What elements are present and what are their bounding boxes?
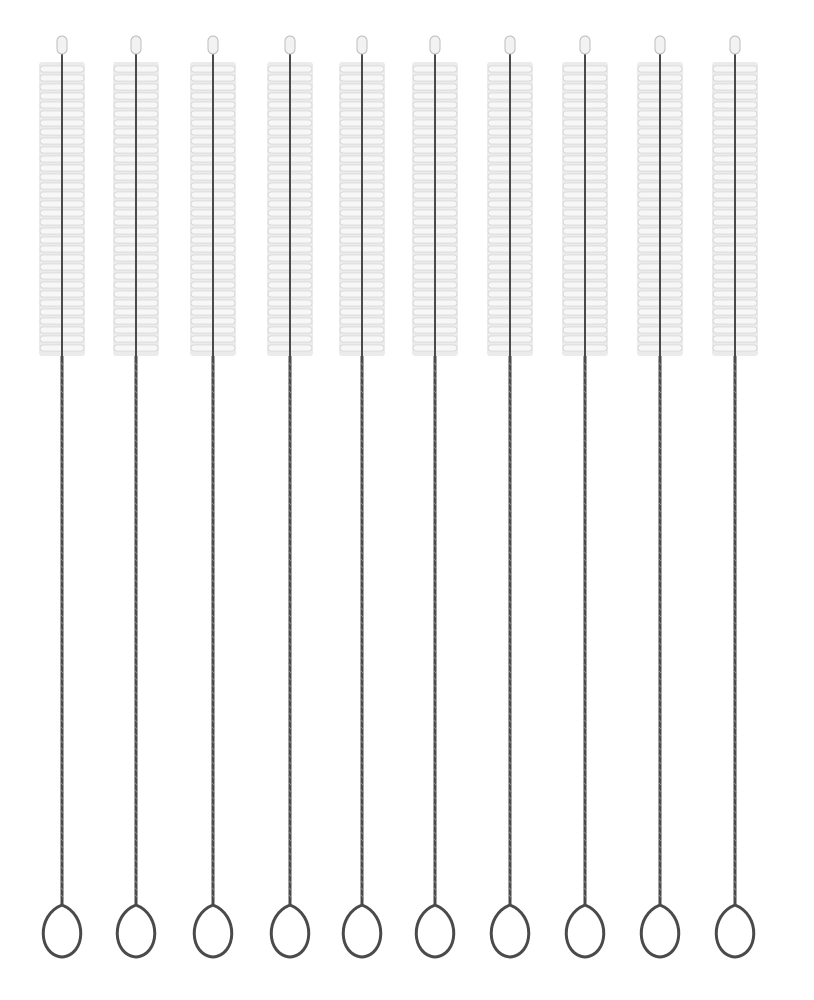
- brush-tip: [131, 36, 141, 54]
- brush-tip: [57, 36, 67, 54]
- wire-handle: [733, 356, 737, 905]
- wire-handle: [211, 356, 215, 905]
- brush-tip: [430, 36, 440, 54]
- wire-handle: [60, 356, 64, 905]
- wire-handle: [583, 356, 587, 905]
- brush-tip: [655, 36, 665, 54]
- brush-tip: [285, 36, 295, 54]
- brush-tip: [580, 36, 590, 54]
- brush-tip: [208, 36, 218, 54]
- wire-handle: [658, 356, 662, 905]
- brush-tip: [505, 36, 515, 54]
- wire-handle: [288, 356, 292, 905]
- wire-handle: [508, 356, 512, 905]
- wire-handle: [360, 356, 364, 905]
- brush-tip: [357, 36, 367, 54]
- brush-tip: [730, 36, 740, 54]
- wire-handle: [433, 356, 437, 905]
- wire-handle: [134, 356, 138, 905]
